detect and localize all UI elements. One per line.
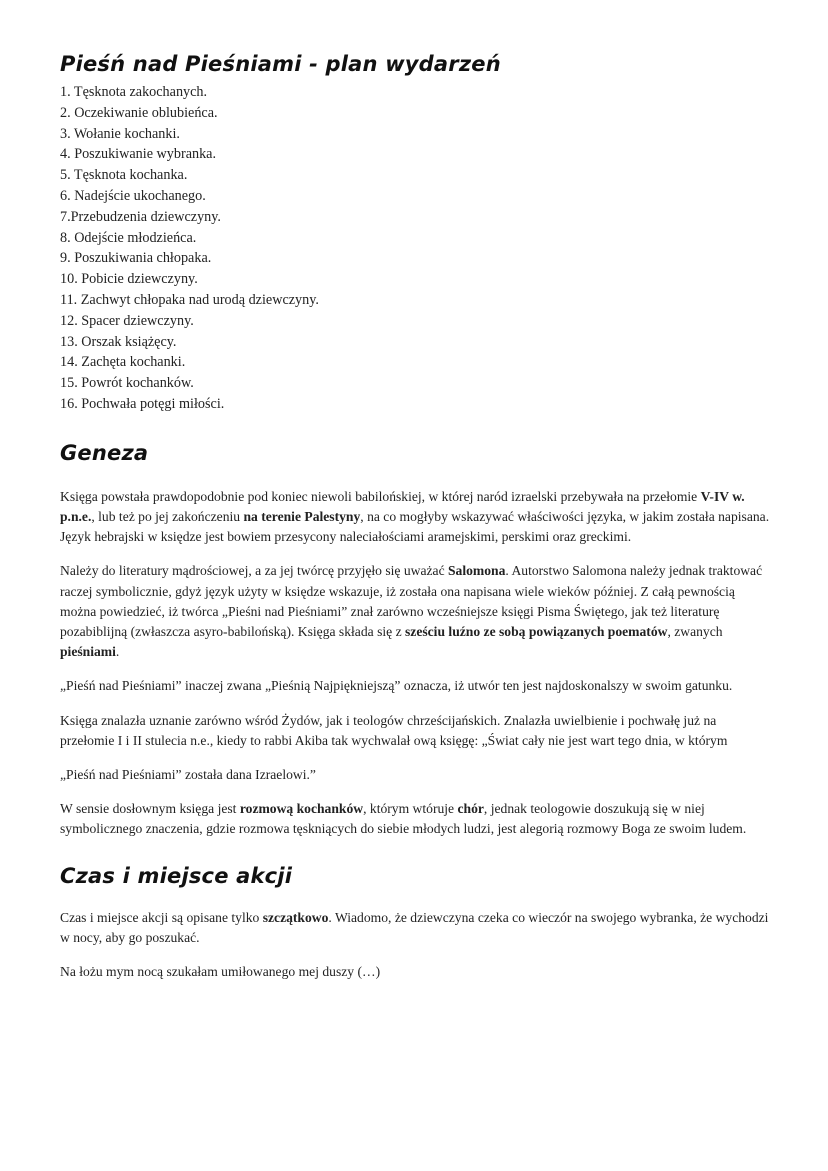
bold-text-run: pieśniami xyxy=(60,644,116,660)
plan-heading: Pieśń nad Pieśniami - plan wydarzeń xyxy=(60,52,501,76)
document-page xyxy=(60,52,772,996)
plan-item: 8. Odejście młodzieńca. xyxy=(60,229,197,246)
plan-item: 2. Oczekiwanie oblubieńca. xyxy=(60,104,218,121)
text-run: , którym wtóruje xyxy=(363,801,458,817)
plan-item: 11. Zachwyt chłopaka nad urodą dziewczyny. xyxy=(60,291,319,308)
text-run: Należy do literatury mądrościowej, a za jej twórcę przyjęło się uważać xyxy=(60,563,448,579)
plan-item: 3. Wołanie kochanki. xyxy=(60,125,180,142)
bold-text-run: rozmową kochanków xyxy=(239,801,364,817)
geneza-paragraph-origin xyxy=(60,487,772,548)
quote-paragraph: Na łożu mym nocą szukałam umiłowanego mej duszy (…) xyxy=(60,964,381,979)
plan-item: 10. Pobicie dziewczyny. xyxy=(60,271,198,288)
geneza-heading: Geneza xyxy=(60,440,149,465)
time-place-paragraph xyxy=(60,908,772,948)
events-plan-list xyxy=(60,82,772,415)
text-run: , lub też po jej zakończeniu xyxy=(91,508,244,524)
text-run: Księga powstała prawdopodobnie pod koniec niewoli babilońskiej, w której naród izraelski przebywała na przełomie xyxy=(60,488,701,504)
plan-item: 13. Orszak książęcy. xyxy=(60,333,177,350)
text-run: . xyxy=(115,644,120,660)
bold-text-run: Salomona xyxy=(448,563,506,579)
plan-item: 15. Powrót kochanków. xyxy=(60,375,194,392)
text-run: Czas i miejsce akcji są opisane tylko xyxy=(60,909,263,925)
bold-text-run: na terenie Palestyny xyxy=(243,508,361,524)
geneza-paragraph-recognition: Księga znalazła uznanie zarówno wśród Żydów, jak i teologów chrześcijańskich. Znalazła uwielbienie i pochwałę już na przełomie I i II stulecia n.e., kiedy to rabbi Akiba tak wychwalał ową księgę: „Świat cały nie jest wart tego dnia, w którym xyxy=(60,712,728,748)
plan-item: 9. Poszukiwania chłopaka. xyxy=(60,250,212,267)
geneza-paragraph-title-meaning: „Pieśń nad Pieśniami” inaczej zwana „Pieśnią Najpiękniejszą” oznacza, iż utwór ten jest najdoskonalszy w swoim gatunku. xyxy=(60,678,733,694)
plan-item: 6. Nadejście ukochanego. xyxy=(60,187,206,204)
text-run: , zwanych xyxy=(667,623,723,639)
text-run: . Wiadomo, że dziewczyna czeka co wieczór na swojego wybranka, że wychodzi w nocy, aby go poszukać. xyxy=(60,909,769,945)
geneza-paragraph-quote-end: „Pieśń nad Pieśniami” została dana Izraelowi.” xyxy=(60,766,316,782)
plan-item: 1. Tęsknota zakochanych. xyxy=(60,84,208,100)
plan-item: 4. Poszukiwanie wybranka. xyxy=(60,146,217,163)
plan-item: 5. Tęsknota kochanka. xyxy=(60,167,188,184)
bold-text-run: chór xyxy=(457,801,484,817)
text-run: . Autorstwo Salomona należy jednak traktować raczej symbolicznie, gdyż język użyty w księdze wskazuje, iż została ona napisana wiele wieków później. Z całą pewnością można powiedzieć, iż twórca „Pieśni nad Pieśniami” znał zarówno wcześniejsze księgi Pisma Świętego, jak też literaturę pozabiblijną (zwłaszcza asyro-babilońską). Księga składa się z xyxy=(60,563,763,639)
text-run: , na co mogłyby wskazywać właściwości języka, w jakim została napisana. Język hebrajski w księdze jest bowiem przesycony naleciałościami aramejskimi, perskimi oraz greckimi. xyxy=(60,508,770,545)
plan-item: 14. Zachęta kochanki. xyxy=(60,354,186,371)
geneza-paragraph-authorship xyxy=(60,561,772,662)
bold-text-run: szczątkowo xyxy=(262,909,329,925)
text-run: W sensie dosłownym księga jest xyxy=(60,801,240,817)
plan-item: 7.Przebudzenia dziewczyny. xyxy=(60,208,221,225)
time-place-heading: Czas i miejsce akcji xyxy=(60,863,293,888)
plan-item: 12. Spacer dziewczyny. xyxy=(60,312,194,329)
text-run: , jednak teologowie doszukują się w niej symbolicznego znaczenia, gdzie rozmowa tęskniących do siebie młodych ludzi, jest alegorią rozmowy Boga ze swoim ludem. xyxy=(60,801,747,837)
plan-item: 16. Pochwała potęgi miłości. xyxy=(60,395,225,412)
bold-text-run: sześciu luźno ze sobą powiązanych poematów xyxy=(405,623,668,639)
bold-text-run: V-IV w. p.n.e. xyxy=(60,488,745,524)
geneza-paragraph-interpretation xyxy=(60,799,772,839)
